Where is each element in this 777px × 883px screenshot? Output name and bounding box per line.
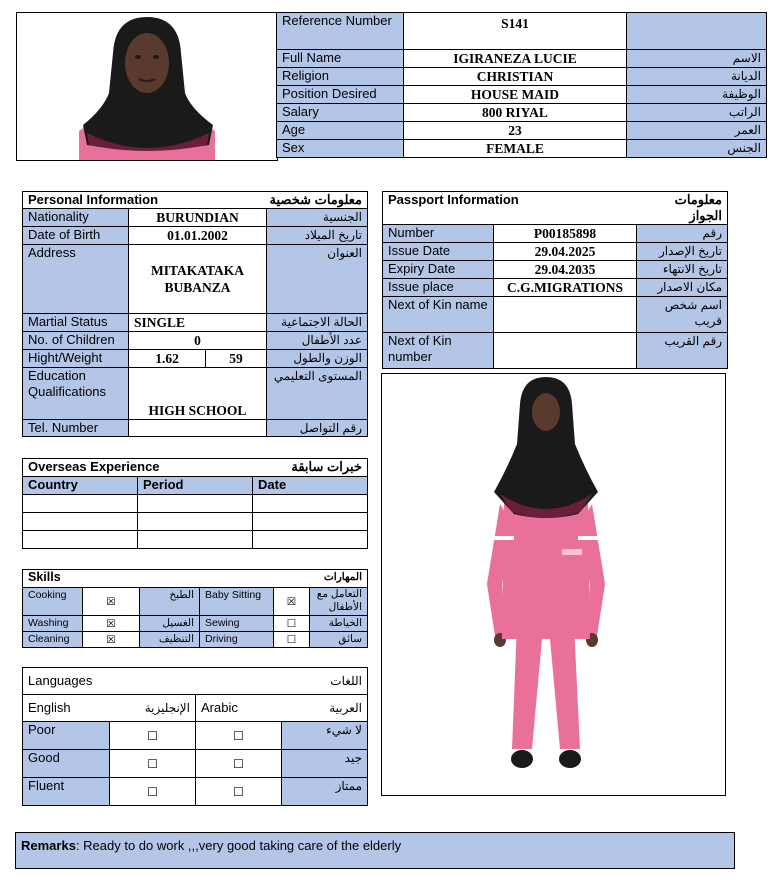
personal-info-table	[22, 191, 368, 437]
sex-label: Sex	[277, 140, 404, 158]
age-value: 23	[404, 122, 627, 140]
age-arabic: العمر	[627, 122, 767, 140]
issue-place-value: C.G.MIGRATIONS	[494, 279, 637, 297]
skill-cleaning-checkbox[interactable]: ☒	[83, 632, 140, 648]
kin-number-arabic: رقم القريب	[637, 333, 728, 369]
issue-place-arabic: مكان الاصدار	[637, 279, 728, 297]
children-value: 0	[129, 332, 267, 350]
level-fluent-label: Fluent	[23, 778, 110, 806]
position-label: Position Desired	[277, 86, 404, 104]
passport-number-arabic: رقم	[637, 225, 728, 243]
address-line-1: MITAKATAKA	[151, 263, 244, 278]
children-label: No. of Children	[23, 332, 129, 350]
address-value	[129, 245, 267, 314]
remarks-box	[15, 832, 735, 869]
arabic-good-checkbox[interactable]: ☐	[196, 750, 282, 778]
nationality-arabic: الجنسية	[267, 209, 368, 227]
personal-info-title-arabic: معلومات شخصية	[206, 192, 368, 209]
skill-sewing-checkbox[interactable]: ☐	[274, 616, 310, 632]
overseas-title: Overseas Experience	[23, 459, 253, 477]
height-weight-arabic: الوزن والطول	[267, 350, 368, 368]
skill-driving-label: Driving	[200, 632, 274, 648]
personal-info-title: Personal Information	[23, 192, 206, 209]
sex-value: FEMALE	[404, 140, 627, 158]
skills-title-arabic: المهارات	[200, 570, 368, 588]
address-label: Address	[23, 245, 129, 314]
overseas-cell	[23, 513, 138, 531]
skill-babysitting-arabic: التعامل مع الأطفال	[310, 588, 368, 616]
dob-arabic: تاريخ الميلاد	[267, 227, 368, 245]
kin-name-value	[494, 297, 637, 333]
skill-babysitting-label: Baby Sitting	[200, 588, 274, 616]
salary-label: Salary	[277, 104, 404, 122]
overseas-col-date: Date	[253, 477, 368, 495]
issue-date-label: Issue Date	[383, 243, 494, 261]
header-table	[276, 12, 767, 158]
passport-info-table	[382, 191, 728, 369]
level-good-arabic: جيد	[282, 750, 368, 778]
passport-info-title: Passport Information	[383, 192, 637, 225]
full-body-photo-frame	[381, 373, 726, 796]
passport-info-title-arabic: معلومات الجواز	[637, 192, 728, 225]
weight-value: 59	[206, 350, 267, 368]
skills-table	[22, 569, 368, 648]
full-name-value: IGIRANEZA LUCIE	[404, 50, 627, 68]
level-poor-label: Poor	[23, 722, 110, 750]
position-arabic: الوظيفة	[627, 86, 767, 104]
education-arabic: المستوى التعليمي	[267, 368, 368, 420]
issue-place-label: Issue place	[383, 279, 494, 297]
passport-number-label: Number	[383, 225, 494, 243]
full-name-label: Full Name	[277, 50, 404, 68]
expiry-date-arabic: تاريخ الانتهاء	[637, 261, 728, 279]
address-line-2: BUBANZA	[164, 280, 231, 295]
lang-english-arabic: الإنجليزية	[110, 695, 196, 722]
address-arabic: العنوان	[267, 245, 368, 314]
skill-cooking-label: Cooking	[23, 588, 83, 616]
full-name-arabic: الاسم	[627, 50, 767, 68]
skill-sewing-label: Sewing	[200, 616, 274, 632]
level-fluent-arabic: ممتاز	[282, 778, 368, 806]
reference-number-label: Reference Number	[277, 13, 404, 50]
lang-arabic-arabic: العربية	[282, 695, 368, 722]
reference-number-arabic	[627, 13, 767, 50]
portrait-photo-frame	[16, 12, 278, 161]
expiry-date-value: 29.04.2035	[494, 261, 637, 279]
height-value: 1.62	[129, 350, 206, 368]
tel-value	[129, 420, 267, 437]
skill-cleaning-label: Cleaning	[23, 632, 83, 648]
position-value: HOUSE MAID	[404, 86, 627, 104]
skill-babysitting-checkbox[interactable]: ☒	[274, 588, 310, 616]
tel-label: Tel. Number	[23, 420, 129, 437]
overseas-col-country: Country	[23, 477, 138, 495]
nationality-value: BURUNDIAN	[129, 209, 267, 227]
full-body-photo	[382, 374, 725, 795]
overseas-title-arabic: خبرات سابقة	[253, 459, 368, 477]
skills-title: Skills	[23, 570, 200, 588]
reference-number-value: S141	[404, 13, 627, 50]
expiry-date-label: Expiry Date	[383, 261, 494, 279]
english-poor-checkbox[interactable]: ☐	[110, 722, 196, 750]
dob-label: Date of Birth	[23, 227, 129, 245]
overseas-cell	[23, 495, 138, 513]
children-arabic: عدد الأطفال	[267, 332, 368, 350]
languages-title-arabic: اللغات	[196, 668, 368, 695]
overseas-experience-table	[22, 458, 368, 549]
arabic-poor-checkbox[interactable]: ☐	[196, 722, 282, 750]
nationality-label: Nationality	[23, 209, 129, 227]
overseas-cell	[253, 513, 368, 531]
skill-washing-checkbox[interactable]: ☒	[83, 616, 140, 632]
skill-driving-arabic: سائق	[310, 632, 368, 648]
marital-value: SINGLE	[129, 314, 267, 332]
kin-number-value	[494, 333, 637, 369]
issue-date-arabic: تاريخ الإصدار	[637, 243, 728, 261]
issue-date-value: 29.04.2025	[494, 243, 637, 261]
english-fluent-checkbox[interactable]: ☐	[110, 778, 196, 806]
marital-arabic: الحالة الاجتماعية	[267, 314, 368, 332]
remarks-text: : Ready to do work ,,,very good taking care of the elderly	[75, 838, 402, 853]
tel-arabic: رقم التواصل	[267, 420, 368, 437]
religion-label: Religion	[277, 68, 404, 86]
passport-number-value: P00185898	[494, 225, 637, 243]
skill-cleaning-arabic: التنظيف	[140, 632, 200, 648]
religion-value: CHRISTIAN	[404, 68, 627, 86]
sex-arabic: الجنس	[627, 140, 767, 158]
skill-cooking-arabic: الطبخ	[140, 588, 200, 616]
languages-title: Languages	[23, 668, 196, 695]
height-weight-label: Hight/Weight	[23, 350, 129, 368]
level-poor-arabic: لا شيء	[282, 722, 368, 750]
lang-arabic-label: Arabic	[196, 695, 282, 722]
skill-sewing-arabic: الخياطة	[310, 616, 368, 632]
arabic-fluent-checkbox[interactable]: ☐	[196, 778, 282, 806]
dob-value: 01.01.2002	[129, 227, 267, 245]
overseas-cell	[138, 495, 253, 513]
overseas-cell	[23, 531, 138, 549]
religion-arabic: الديانة	[627, 68, 767, 86]
kin-name-arabic: اسم شخص قريب	[637, 297, 728, 333]
lang-english-label: English	[23, 695, 110, 722]
kin-number-label: Next of Kin number	[383, 333, 494, 369]
age-label: Age	[277, 122, 404, 140]
level-good-label: Good	[23, 750, 110, 778]
education-label: Education Qualifications	[23, 368, 129, 420]
overseas-cell	[138, 531, 253, 549]
salary-value: 800 RIYAL	[404, 104, 627, 122]
overseas-col-period: Period	[138, 477, 253, 495]
overseas-cell	[138, 513, 253, 531]
languages-table	[22, 667, 368, 806]
english-good-checkbox[interactable]: ☐	[110, 750, 196, 778]
skill-washing-label: Washing	[23, 616, 83, 632]
skill-cooking-checkbox[interactable]: ☒	[83, 588, 140, 616]
education-value: HIGH SCHOOL	[129, 368, 267, 420]
marital-label: Martial Status	[23, 314, 129, 332]
portrait-photo	[17, 13, 277, 160]
overseas-cell	[253, 495, 368, 513]
kin-name-label: Next of Kin name	[383, 297, 494, 333]
remarks-label: Remarks	[21, 838, 76, 853]
skill-washing-arabic: الغسيل	[140, 616, 200, 632]
overseas-cell	[253, 531, 368, 549]
skill-driving-checkbox[interactable]: ☐	[274, 632, 310, 648]
salary-arabic: الراتب	[627, 104, 767, 122]
